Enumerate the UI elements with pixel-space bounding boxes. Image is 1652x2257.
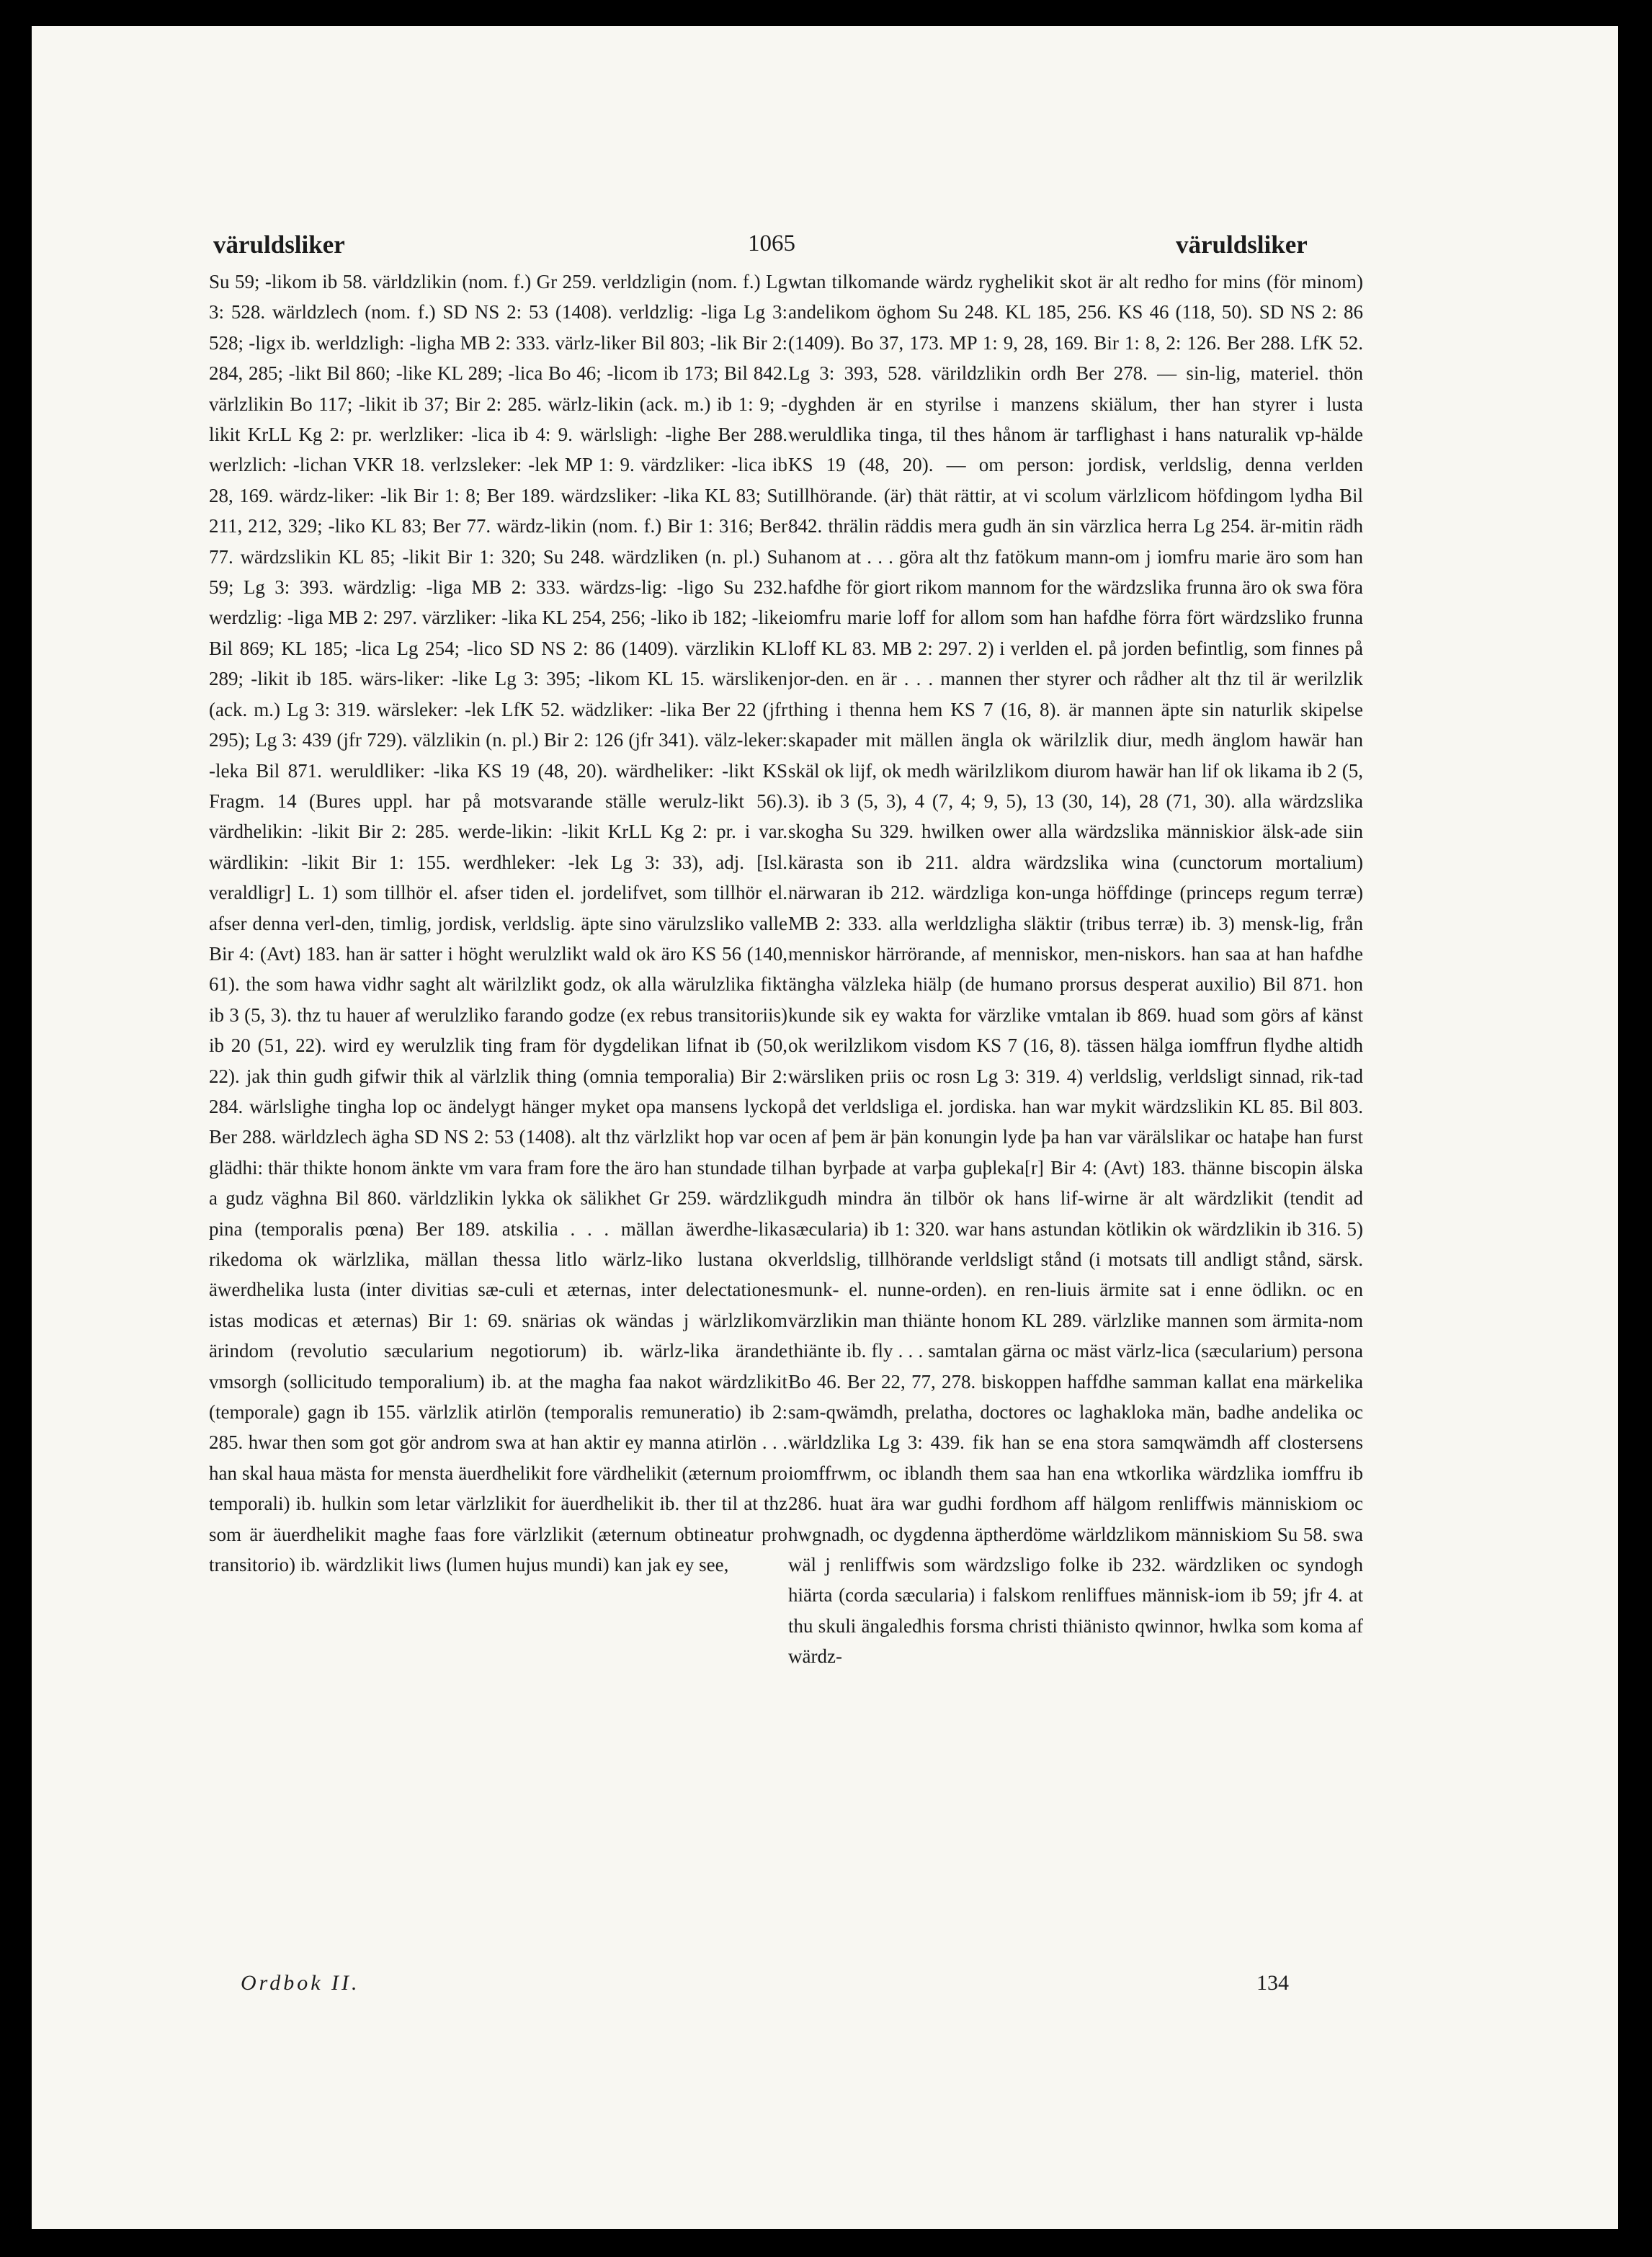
right-column-text: wtan tilkomande wärdz ryghelikit skot är alt redho for mins (för minom) andelikom öghom Su 248. KL 185, 256. KS 46 (118, 50). SD NS 2: 86 (1409). Bo 37, 173. MP 1: 9, 28, 169. Bir 1: 8, 2: 126. Ber 288. LfK 52. Lg 3: 393, 528. värildzlikin ordh Ber 278. — sin-lig, materiel. thön dyghden är en styrilse i manzens skiälum, ther han styrer i lusta weruldlika tinga, til thes hånom är tarflighast i hans naturalik vp-hälde KS 19 (48, 20). — om person: jordisk, verldslig, denna verlden tillhörande. (är) thät rättir, at vi scolum värlzlicom höfdingom lydha Bil 842. thrälin räddis mera gudh än sin värzlica herra Lg 254. är-mitin rädh hanom at . . . göra alt thz fatökum mann-om j iomfru marie äro som han hafdhe för giort rikom mannom for the wärdzslika frunna äro ok swa föra iomfru marie loff for allom som han hafdhe förra fört wärdzsliko frunna loff KL 83. MB 2: 297. 2) i verlden el. på jorden befintlig, som finnes på jor-den. en är . . . mannen ther styrer och rådher alt thz til är werilzlik thing i thenna hem KS 7 (16, 8). är mannen äpte sin naturlik skipelse skapader mit mällen ängla ok wärilzlik diur, medh änglom hawär han skäl ok lijf, ok medh wärilzlikom diurom hawär han lif ok likama ib 2 (5, 3). ib 3 (5, 3), 4 (7, 4; 9, 5), 13 (30, 14), 28 (71, 30). alla wärdzslika skogha Su 329. hwilken ower alla wärdzslika människior älsk-ade siin kärasta son ib 211. aldra wärdzslika wina (cunctorum mortalium) närwaran ib 212. wärdzliga kon-unga höffdinge (princeps regum terræ) MB 2: 333. alla werldzligha släktir (tribus terræ) ib. 3) mensk-lig, från menniskor härrörande, af menniskor, men-niskors. han saa at han hafdhe ängha välzleka hiälp (de humano prorsus desperat auxilio) Bil 871. hon kunde sik ey wakta for värzlike vmtalan ib 869. huad som görs af känst ok werilzlikom visdom KS 7 (16, 8). tässen hälga iomffrun flydhe altidh wärsliken priis oc rosn Lg 3: 319. 4) verldslig, verldsligt sinnad, rik-tad på det verldsliga el. jordiska. han war mykit wärdzslikin KL 85. Bil 803. en af þem är þän konungin lyde þa han var värälslikar oc hataþe han furst han byrþade at varþa guþleka[r] Bir 4: (Avt) 183. thänne biscopin älska gudh mindra än tilbör ok hans lif-wirne är alt wärdzlikit (tendit ad sæcularia) ib 1: 320. war hans astundan kötlikin ok wärdzlikin ib 316. 5) verldslig, tillhörande verldsligt stånd (i motsats till andligt stånd, särsk. munk- el. nunne-orden). en ren-liuis ärmite sat i enne ödlikn. oc en värzlikin man thiänte honom KL 289. värlzlike mannen som ärmita-nom thiänte ib. fly . . . samtalan gärna oc mäst värlz-lica (sæcularium) persona Bo 46. Ber 22, 77, 278. biskoppen haffdhe samman kallat ena märkelika sam-qwämdh, prelatha, doctores oc laghakloka män, badhe andelika oc wärldzlika Lg 3: 439. fik han se ena stora samqwämdh aff clostersens iomffrwm, oc iblandh them saa han ena wtkorlika wärdzlika iomffru ib 286. huat ära war gudhi fordhom aff hälgom renliffwis människiom oc hwgnadh, oc dygdenna äptherdöme wärldzlikom människiom Su 58. swa wäl j renliffwis som wärdzsligo folke ib 232. wärdzliken oc syndogh hiärta (corda sæcularia) i falskom renliffues människ-iom ib 59; jfr 4. at thu skuli ängaledhis forsma christi thiänisto qwinnor, hwlka som koma af wärdz- — [788, 271, 1363, 1668]
running-header — [32, 202, 1618, 259]
right-column — [788, 267, 1363, 2039]
dictionary-page — [32, 26, 1618, 2229]
left-column-text: Su 59; -likom ib 58. världzlikin (nom. f.) Gr 259. verldzligin (nom. f.) Lg 3: 528. wärldzlech (nom. f.) SD NS 2: 53 (1408). verldzlig: -liga Lg 3: 528; -ligx ib. werldzligh: -ligha MB 2: 333. värlz-liker Bil 803; -lik Bir 2: 284, 285; -likt Bil 860; -like KL 289; -lica Bo 46; -licom ib 173; Bil 842. värlzlikin Bo 117; -likit ib 37; Bir 2: 285. wärlz-likin (ack. m.) ib 1: 9; -likit KrLL Kg 2: pr. werlzliker: -lica ib 4: 9. wärlsligh: -lighe Ber 288. werlzlich: -lichan VKR 18. verlzsleker: -lek MP 1: 9. värdzliker: -lica ib 28, 169. wärdz-liker: -lik Bir 1: 8; Ber 189. wärdzsliker: -lika KL 83; Su 211, 212, 329; -liko KL 83; Ber 77. wärdz-likin (nom. f.) Bir 1: 316; Ber 77. wärdzslikin KL 85; -likit Bir 1: 320; Su 248. wärdzliken (n. pl.) Su 59; Lg 3: 393. wärdzlig: -liga MB 2: 333. wärdzs-lig: -ligo Su 232. werdzlig: -liga MB 2: 297. värzliker: -lika KL 254, 256; -liko ib 182; -like Bil 869; KL 185; -lica Lg 254; -lico SD NS 2: 86 (1409). värzlikin KL 289; -likit ib 185. wärs-liker: -like Lg 3: 395; -likom KL 15. wärsliken (ack. m.) Lg 3: 319. wärsleker: -lek LfK 52. wädzliker: -lika Ber 22 (jfr 295); Lg 3: 439 (jfr 729). välzlikin (n. pl.) Bir 2: 126 (jfr 341). välz-leker: -leka Bil 871. weruldliker: -lika KS 19 (48, 20). wärdheliker: -likt KS Fragm. 14 (Bures uppl. har på motsvarande ställe werulz-likt 56). värdhelikin: -likit Bir 2: 285. werde-likin: -likit KrLL Kg 2: pr. i var. wärdlikin: -likit Bir 1: 155. werdhleker: -lek Lg 3: 33), adj. [Isl. veraldligr] L. 1) som tillhör el. afser tiden el. jordelifvet, som tillhör el. afser denna verl-den, timlig, jordisk, verldslig. äpte sino värulzsliko valle Bir 4: (Avt) 183. han är satter i höght werulzlikt wald ok äro KS 56 (140, 61). the som hawa vidhr saght alt wärilzlikt godz, ok alla wärulzlika fikt ib 3 (5, 3). thz tu hauer af werulzliko farando godze (ex rebus transitoriis) ib 20 (51, 22). wird ey werulzlik ting fram för dygdelikan lifnat ib (50, 22). jak thin gudh gifwir thik al värlzlik thing (omnia temporalia) Bir 2: 284. wärlslighe tingha lop oc ändelygt hänger myket opa mansens lycko Ber 288. wärldzlech ägha SD NS 2: 53 (1408). alt thz värlzlikt hop var oc glädhi: thär thikte honom änkte vm vara fram fore the äro han stundade til a gudz väghna Bil 860. världzlikin lykka ok sälikhet Gr 259. wärdzlik pina (temporalis pœna) Ber 189. atskilia . . . mällan äwerdhe-lika rikedoma ok wärlzlika, mällan thessa litlo wärlz-liko lustana ok äwerdhelika lusta (inter divitias sæ-culi et æternas, inter delectationes istas modicas et æternas) Bir 1: 69. snärias ok wändas j wärlzlikom ärindom (revolutio sæcularium negotiorum) ib. wärlz-lika ärande vmsorgh (sollicitudo temporalium) ib. at the magha faa nakot wärdzlikit (temporale) gagn ib 155. värlzlik atirlön (temporalis remuneratio) ib 2: 285. hwar then som got gör androm swa at han aktir ey manna atirlön . . . han skal haua mästa for mensta äuerdhelikit fore värdhelikit (æternum pro temporali) ib. hulkin som letar värlzlikit for äuerdhelikit ib. ther til at thz som är äuerdhelikit maghe faas fore värlzlikit (æternum obtineatur pro transitorio) ib. wärdzlikit liws (lumen hujus mundi) kan jak ey see, — [209, 271, 787, 1576]
page-number: 1065 — [748, 231, 795, 256]
signature-mark: Ordbok II. — [241, 1971, 360, 1995]
left-column — [209, 267, 787, 2039]
header-right-word: väruldsliker — [1176, 231, 1308, 259]
header-left-word: väruldsliker — [213, 231, 345, 259]
sheet-number: 134 — [1256, 1971, 1289, 1995]
